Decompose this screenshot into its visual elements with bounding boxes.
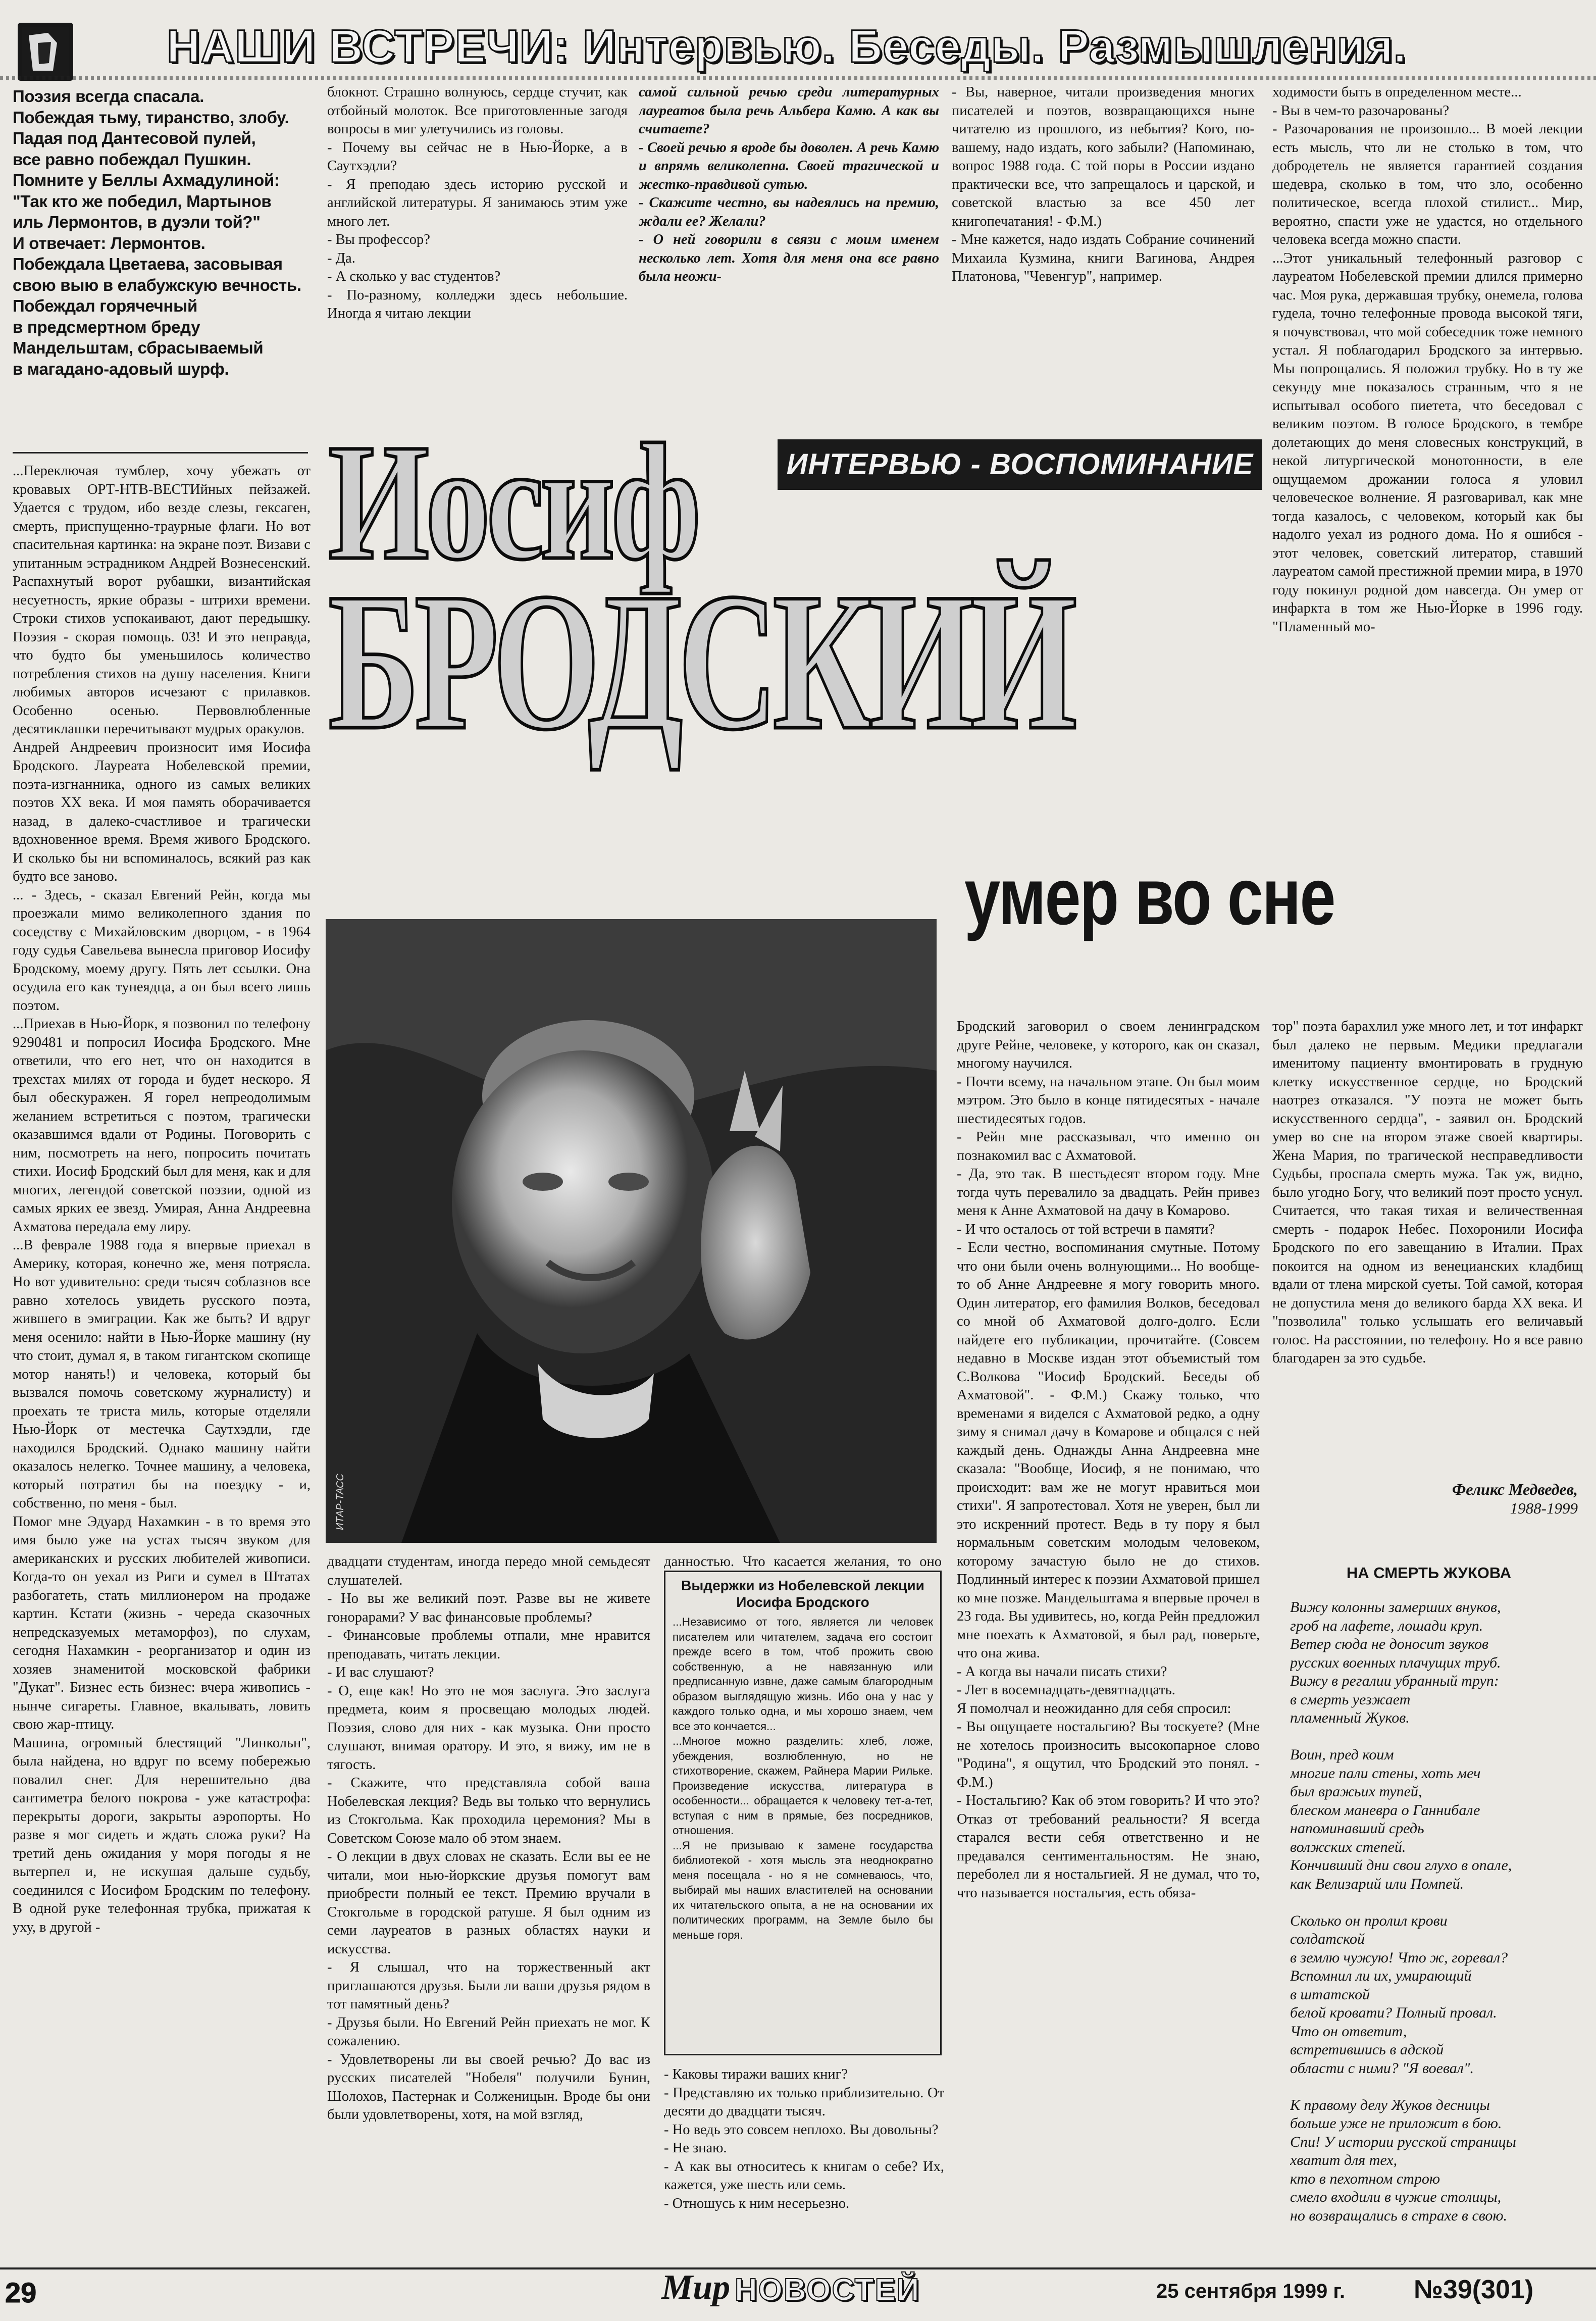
article-column-3-top: самой сильной речью среди литературных лауреатов была речь Альбера Камю. А как вы считаете? - Своей речью я вроде бы доволен. А речь Камю и впрямь великолепна. Своей трагической и жестко-правдивой сутью. - Скажите честно, вы надеялись на премию, ждали ее? Желали? - О ней говорили в связи с моим именем несколько лет. Хотя для меня она все равно была неожи-: [639, 84, 939, 284]
portrait-photo: [326, 919, 937, 1543]
epigraph-line: Побеждала Цветаева, засовывая: [13, 255, 283, 273]
epigraph-line: свою выю в елабужскую вечность.: [13, 275, 301, 294]
article-column-4-bottom: Бродский заговорил о своем ленинградском друге Рейне, человеке, у которого, как он сказал, многому научился. - Почти всему, на начальном этапе. Он был моим мэтром. Это было в конце пятидесятых - начале шестидесятых годов. - Рейн мне рассказывал, что именно он познакомил вас с Ахматовой. - Да, это так. В шестьдесят втором году. Мне тогда чуть перевалило за двадцать. Рейн привез меня к Анне Ахматовой на дачу в Комарово. - И что осталось от той встречи в памяти? - Если честно, воспоминания смутные. Потому что они были очень волнующими... Но вообще-то об Анне Андреевне я могу говорить много. Один литератор, его фамилия Волков, беседовал со мной об Ахматовой долго-долго. Если найдете его публикации, прочитайте. (Совсем недавно в Москве издан этот объемистый том С.Волкова "Иосиф Бродский. Беседы об Ахматовой". - Ф.М.) Скажу только, что временами я виделся с Ахматовой редко, а одну зиму я снимал дачу в Комарове и общался с ней каждый день. Однажды Анна Андреевна мне сказала: "Вообще, Иосиф, я не понимаю, что происходит: вам же не могут нравиться мои стихи". Я запротестовал. Хотя не уверен, был ли это искренний протест. Ведь в ту пору я был нормальным советским молодым человеком, которому зачастую было не до стихов. Подлинный интерес к поэзии Ахматовой пришел ко мне позже. Мандельштама я впервые прочел в 23 года. Вы удивитесь, но, когда Рейн предложил мне поехать к Ахматовой, я был рад, поверьте, что она жива. - А когда вы начали писать стихи? - Лет в восемнадцать-девятнадцать. Я помолчал и неожиданно для себя спросил: - Вы ощущаете ностальгию? Вы тоскуете? (Мне не хотелось произносить высокопарное слово "Родина", я ощутил, что Бродский это понял. - Ф.М.) - Ностальгию? Как об этом говорить? И что это? Отказ от требований реальности? Я всегда старался вести себя ответственно и не предавался сентиментальностям. Не знаю, переболел ли я ностальгией. Я не думал, что то, что называется ностальгия, есть обяза-: [957, 1019, 1260, 1901]
article-column-3-bottom-lead: данностью. Что касается желания, то оно: [664, 1554, 942, 1570]
headline-first-name: Иосиф: [328, 410, 697, 594]
headline-last-name: БРОДСКИЙ: [328, 552, 1072, 771]
footer-divider: [0, 2267, 1596, 2269]
poem-text: Вижу колонны замерших внуков, гроб на лафете, лошади круп. Ветер сюда не доносит звуков русских военных плачущих труб. Вижу в регалии убранный труп: в смерть уезжает пламенный Жуков. Воин, пред коим многие пали стены, хоть меч был вражьих тупей, блеском маневра о Ганнибале напоминавший средь волжских степей. Кончивший дни свои глухо в опале, как Велизарий или Помпей. Сколько он пролил крови солдатской в землю чужую! Что ж, горевал? Вспомнил ли их, умирающий в штатской белой кровати? Полный провал. Что он ответит, встретившись в адской области с ними? "Я воевал". К правому делу Жуков десницы больше уже не приложит в бою. Спи! У истории русской страницы хватит для тех, кто в пехотном строю смело входили в чужие столицы, но возвращались в страхе в свою.: [1290, 1599, 1516, 2224]
section-logo: [18, 23, 73, 81]
author-years: 1988-1999: [1510, 1499, 1578, 1517]
rubric-label: ИНТЕРВЬЮ - ВОСПОМИНАНИЕ: [778, 439, 1262, 490]
nobel-lecture-inset: [664, 1571, 942, 2055]
epigraph-line: "Так кто же победил, Мартынов: [13, 191, 272, 211]
article-column-4-top: - Вы, наверное, читали произведения многих писателей и поэтов, возвращающихся ныне читателю из прошлого, из небытия? Кого, по-вашему, надо издать, кого забыли? (Напоминаю, вопрос 1988 года. С той поры в России издано практически все, что запрещалось и царской, и советской властью за все 450 лет книгопечатания! - Ф.М.) - Мне кажется, надо издать Собрание сочинений Михаила Кузмина, книги Вагинова, Андрея Платонова, "Чевенгур", например.: [952, 84, 1255, 284]
portrait-photo-image: [326, 919, 937, 1543]
issue-number: №39(301): [1414, 2275, 1534, 2304]
epigraph-line: Побеждая тьму, тиранство, злобу.: [13, 108, 289, 127]
epigraph-line: Побеждал горячечный: [13, 296, 198, 315]
epigraph-line: И отвечает: Лермонтов.: [13, 233, 205, 253]
epigraph-line: Поэзия всегда спасала.: [13, 87, 204, 106]
inset-body: ...Независимо от того, является ли человек писателем или читателем, задача его состоит прежде всего в том, чтоб прожить свою собственную, а не навязанную или предписанную извне, даже самым благородным образом выглядящую жизнь. Ибо она у нас у каждого только одна, и мы хорошо знаем, чем все это кончается... ...Многое можно разделить: хлеб, ложе, убеждения, возлюбленную, но не стихотворение, скажем, Райнера Марии Рильке. Произведение искусства, литература в особенности... обращается к человеку тет-а-тет, вступая с ним в прямые, без посредников, отношения. ...Я не призываю к замене государства библиотекой - хотя мысль эта неоднократно меня посещала - но я не сомневаюсь, что, выбирай мы наших властителей на основании их читательского опыта, а не на основании их политических программ, на Земле было бы меньше горя.: [673, 1616, 933, 1941]
inset-title: Выдержки из Нобелевской лекции Иосифа Бродского: [681, 1578, 924, 1610]
epigraph-line: Мандельштам, сбрасываемый: [13, 338, 264, 357]
section-title: НАШИ ВСТРЕЧИ: Интервью. Беседы. Размышления.: [167, 21, 1407, 72]
article-column-2-bottom: двадцати студентам, иногда передо мной семьдесят слушателей. - Но вы же великий поэт. Разве вы не живете гонорарами? У вас финансовые проблемы? - Финансовые проблемы отпали, мне нравится преподавать, читать лекции. - И вас слушают? - О, еще как! Но это не моя заслуга. Это заслуга предмета, коим я просвещаю молодых людей. Поэзия, слово для них - как музыка. Они просто слушают, внимая оратору. И это, я вижу, им не в тягость. - Скажите, что представляла собой ваша Нобелевская лекция? Ведь вы только что вернулись из Стокгольма. Как проходила церемония? Мы в Советском Союзе мало об этом знаем. - О лекции в двух словах не сказать. Если вы ее не читали, мои нью-йоркские друзья помогут вам приобрести полный ее текст. Премию вручали в Стокгольме в городской ратуше. Я был одним из семи лауреатов в разных областях науки и искусства. - Я слышал, что на торжественный акт приглашаются друзья. Были ли ваши друзья рядом в тот памятный день? - Друзья были. Но Евгений Рейн приехать не мог. К сожалению. - Удовлетворены ли вы своей речью? До вас из русских писателей "Нобеля" получили Бунин, Шолохов, Пастернак и Солженицын. Вроде бы они были удовлетворены, хотя, на мой взгляд,: [327, 1554, 650, 2123]
epigraph-line: иль Лермонтов, в дуэли той?": [13, 213, 261, 231]
photo-credit: ИТАР-ТАСС: [335, 1474, 346, 1530]
article-column-5-top: ходимости быть в определенном месте... - Вы в чем-то разочарованы? - Разочарования не произошло... В моей лекции есть мысль, что ли не столько в том, что добродетель не является гарантией создания шедевра, сколько в том, что зло, особенно политическое, всегда плохой стилист... Мир, вероятно, спасти уже не удастся, но отдельного человека всегда можно спасти. ...Этот уникальный телефонный разговор с лауреатом Нобелевской премии длился примерно час. Моя рука, державшая трубку, онемела, голова гудела, точно телефонные провода высокой тяги, я почувствовал, что мой собеседник тоже немного устал. Я поблагодарил Бродского за интервью. Мы попрощались. Я положил трубку. Но в ту же секунду мне показалось странным, что я не испытывал особого пиетета, что беседовал с великим поэтом. В голосе Бродского, в тембре долетающих до меня словесных конструкций, в некой литургической монотонности, в еле ощущаемом дрожании голоса я уловил человеческое волнение. Я разговаривал, как мне тогда казалось, с человеком, который как бы надолго уехал из родного дома. Но я ошибся - этот человек, советский литератор, ставший лауреатом самой престижной премии мира, в 1970 году покинул родной дом навсегда. Он умер от инфаркта в том же Нью-Йорке в 1996 году. "Пламенный мо-: [1272, 84, 1583, 635]
header-divider: [0, 76, 1596, 80]
epigraph-poem: [13, 86, 316, 379]
section-logo-icon: [18, 23, 73, 81]
page-number: 29: [5, 2277, 37, 2308]
headline-subhead: умер во сне: [964, 851, 1335, 941]
author-signature: Феликс Медведев,: [1452, 1480, 1578, 1498]
article-column-2-top: блокнот. Страшно волнуюсь, сердце стучит, как отбойный молоток. Все приготовленные загодя вопросы в миг улетучились из головы. - Почему вы сейчас не в Нью-Йорке, а в Саутхэдли? - Я преподаю здесь историю русской и английской литературы. Я занимаюсь этим уже много лет. - Вы профессор? - Да. - А сколько у вас студентов? - По-разному, колледжи здесь небольшие. Иногда я читаю лекции: [327, 84, 628, 321]
article-column-3-bottom: - Каковы тиражи ваших книг? - Представляю их только приблизительно. От десяти до двадцати тысяч. - Но ведь это совсем неплохо. Вы довольны? - Не знаю. - А как вы относитесь к книгам о себе? Их, кажется, уже шесть или семь. - Отношусь к ним несерьезно.: [664, 2066, 944, 2211]
newspaper-logo: Мир: [661, 2268, 731, 2307]
issue-date: 25 сентября 1999 г.: [1156, 2280, 1346, 2302]
article-column-1: ...Переключая тумблер, хочу убежать от кровавых ОРТ-НТВ-ВЕСТИйных пейзажей. Удается с трудом, ибо везде слезы, гексаген, смерть, приспущенно-траурные флаги. Но вот спасительная картинка: на экране поэт. Визави с упитанным эстрадником Андрей Вознесенский. Распахнутый ворот рубашки, византийская несуетность, яркие образы - штрихи времени. Строки стихов успокаивают, дают передышку. Поэзия - скорая помощь. 03! И это неправда, что будто бы уменьшилось количество потребления стихов на душу населения. Книги любимых авторов исчезают с прилавков. Особенно осенью. Первовлюбленные десятиклашки перечитывают мудрых оракулов. Андрей Андреевич произносит имя Иосифа Бродского. Лауреата Нобелевской премии, поэта-изгнанника, одного из самых великих поэтов XX века. И моя память оборачивается назад, в далеко-счастливое и трагически вдохновенное время. Время живого Бродского. И сколько бы ни вспоминалось, всякий раз как будто все заново. ... - Здесь, - сказал Евгений Рейн, когда мы проезжали мимо великолепного здания по соседству с Михайловским дворцом, - в 1964 году судья Савельева вынесла приговор Иосифу Бродскому, моему другу. Пять лет ссылки. Она осудила его как тунеядца, а он был всего лишь поэтом. ...Приехав в Нью-Йорк, я позвонил по телефону 9290481 и попросил Иосифа Бродского. Мне ответили, что его нет, что он находится в трехстах милях от города и будет нескоро. Я был обескуражен. Я горел непреодолимым желанием встретиться с поэтом, трагически оказавшимся вдали от Родины. Поговорить с ним, посмотреть на него, попросить почитать стихи. Иосиф Бродский был для меня, как и для многих, легендой советской поэзии, одной из самых ярких ее звезд. Умирая, Анна Андреевна Ахматова передала ему лиру. ...В феврале 1988 года я впервые приехал в Америку, которая, конечно же, меня потрясла. Но вот удивительно: среди тысяч соблазнов все равно хотелось увидеть русского поэта, жившего в эмиграции. Как же быть? И вдруг меня осенило: найти в Нью-Йорке машину (ну что стоит, думал я, в таком гигантском скопище мотор нанять!) и человека, который бы вызвался помочь советскому журналисту) и проехать те триста миль, которые отделяли Нью-Йорк от местечка Саутхэдли, где находился Бродский. Однако машину найти оказалось нелегко. Точнее машину, а человека, который потратил бы на поездку - и, собственно, по меня - был. Помог мне Эдуард Нахамкин - в то время это имя было уже на устах тысяч звуком для американских и русских любителей живописи. Когда-то он уехал из Риги и сумел в Штатах разбогатеть, стать миллионером на продаже картин. Кстати (жизнь - череда сказочных непредсказуемых метаморфоз), по слухам, сегодня Нахамкин - реорганизатор и один из хозяев знаменитой московской фабрики "Дукат". Бизнес есть бизнес: вчера живопись - нынче сигареты. Главное, вкалывать, ловить свою жар-птицу. Машина, огромный блестящий "Линкольн", была найдена, но вдруг по всему побережью повалил снег. Для нерешительно два сантиметра белого покрова - уже катастрофа: перекрыты дороги, закрыты аэропорты. Но разве я мог сидеть и ждать сложа руки? На третий день ожидания у моря погоды я не вытерпел и, не искушая дальше судьбу, соединился с Иосифом Бродским по телефону. В одной руке телефонная трубка, прижатая к уху, в другой -: [13, 463, 311, 1935]
poem-title: НА СМЕРТЬ ЖУКОВА: [1346, 1564, 1512, 1582]
epigraph-line: в предсмертном бреду: [13, 317, 200, 336]
newspaper-name: НОВОСТЕЙ: [735, 2273, 920, 2307]
epigraph-line: все равно побеждал Пушкин.: [13, 149, 251, 169]
epigraph-line: Падая под Дантесовой пулей,: [13, 129, 256, 147]
epigraph-divider: [13, 452, 308, 453]
epigraph-line: в магадано-адовый шурф.: [13, 359, 229, 378]
article-column-5-bottom: тор" поэта барахлил уже много лет, и тот инфаркт был далеко не первым. Медики предлагали именитому пациенту вмонтировать в грудную клетку искусственное сердце, но Бродский наотрез отказался. "У поэта не может быть искусственного сердца", - заявил он. Бродский умер во сне на втором этаже своей квартиры. Жена Мария, по трагической несправедливости Судьбы, проспала смерть мужа. Так уж, видно, было угодно Богу, что великий поэт просто уснул. Считается, что такая тихая и величественная смерть - подарок Небес. Похоронили Иосифа Бродского по его завещанию в Италии. Прах покоится на одном из венецианских кладбищ вдали от тлена мирской суеты. Той самой, которая не допустила меня до великого барда XX века. И "позволила" только услышать его величавый голос. На расстоянии, по телефону. Но я все равно благодарен за это судьбе.: [1272, 1019, 1583, 1366]
epigraph-line: Помните у Беллы Ахмадулиной:: [13, 171, 280, 189]
